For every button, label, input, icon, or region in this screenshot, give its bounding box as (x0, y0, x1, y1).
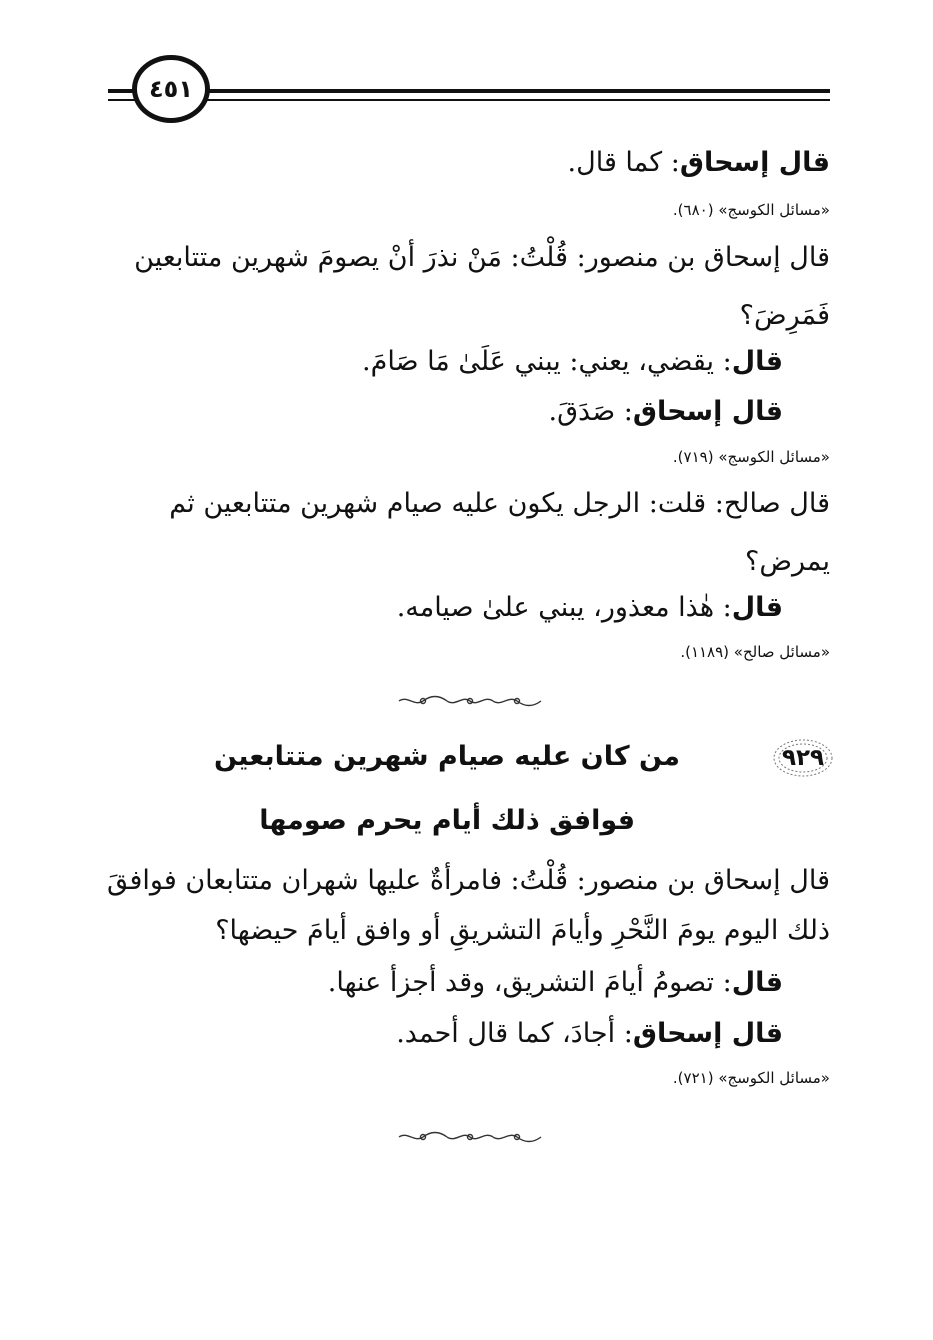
header-rule-thick (108, 89, 830, 93)
section-number: ٩٢٩ (781, 745, 825, 771)
section-title-line2: فوافق ذلك أيام يحرم صومها (259, 805, 635, 836)
paragraph-line: فَمَرِضَ؟ (739, 300, 830, 331)
line-text: : أجادَ، كما قال أحمد. (396, 1018, 633, 1049)
speaker-label: قال إسحاق (679, 147, 830, 178)
page-number-badge (132, 55, 210, 123)
source-citation: «مسائل الكوسج» (٧١٩). (672, 448, 830, 466)
ornament-divider-icon (395, 1130, 545, 1144)
line-text: : يقضي، يعني: يبني عَلَىٰ مَا صَامَ. (362, 346, 732, 377)
paragraph-line: قال صالح: قلت: الرجل يكون عليه صيام شهرين متتابعين ثم (169, 488, 830, 519)
line-text: : تصومُ أيامَ التشريق، وقد أجزأ عنها. (327, 967, 732, 998)
paragraph-line (549, 390, 784, 434)
section-number-badge (772, 738, 834, 778)
paragraph-line (362, 340, 783, 384)
paragraph-line: قال إسحاق بن منصور: قُلْتُ: مَنْ نذرَ أنْ يصومَ شهرين متتابعين (134, 242, 830, 273)
paragraph-line (396, 1012, 783, 1056)
line-text: : هٰذا معذور، يبني علىٰ صيامه. (396, 592, 732, 623)
page-number: ٤٥١ (149, 75, 193, 103)
paragraph-line (568, 141, 830, 185)
paragraph-line: يمرض؟ (745, 546, 830, 577)
line-text: : كما قال. (567, 147, 680, 178)
paragraph-line (397, 586, 783, 630)
section-title-line1: من كان عليه صيام شهرين متتابعين (213, 741, 680, 772)
source-citation: «مسائل صالح» (١١٨٩). (680, 643, 830, 661)
source-citation: «مسائل الكوسج» (٦٨٠). (672, 201, 830, 219)
speaker-label: قال (731, 346, 783, 377)
paragraph-line: ذلك اليوم يومَ النَّحْرِ وأيامَ التشريقِ أو وافق أيامَ حيضها؟ (215, 915, 830, 946)
paragraph-line: قال إسحاق بن منصور: قُلْتُ: فامرأةٌ عليها شهران متتابعان فوافقَ (106, 865, 830, 896)
ornament-divider-icon (395, 694, 545, 708)
speaker-label: قال (731, 592, 783, 623)
header-rule-thin (108, 99, 830, 101)
paragraph-line (328, 961, 783, 1005)
source-citation: «مسائل الكوسج» (٧٢١). (672, 1069, 830, 1087)
line-text: : صَدَقَ. (548, 396, 633, 427)
speaker-label: قال إسحاق (632, 396, 783, 427)
speaker-label: قال (731, 967, 783, 998)
speaker-label: قال إسحاق (632, 1018, 783, 1049)
